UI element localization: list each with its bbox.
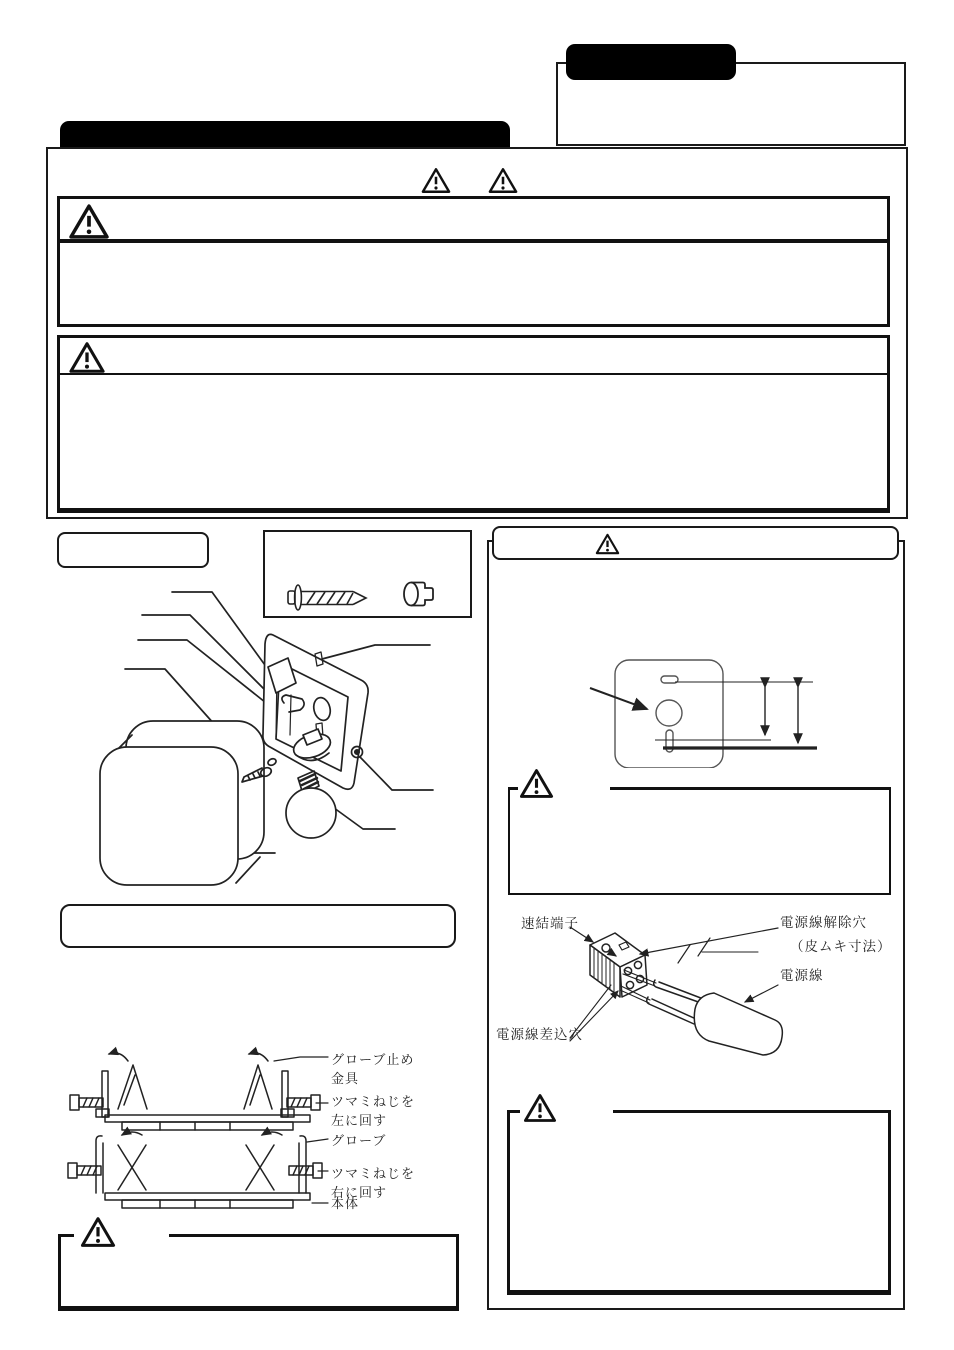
wiring-caution-box xyxy=(508,787,891,895)
label-globe: グローブ xyxy=(331,1134,387,1149)
label-insert-hole: 電源線差込穴 xyxy=(496,1027,583,1043)
label-strip-dimension: （皮ムキ寸法） xyxy=(790,939,892,955)
caution-box xyxy=(57,335,890,513)
installation-header-box xyxy=(492,526,899,560)
label-globe-stopper: グローブ止め 金具 xyxy=(331,1053,415,1087)
warning-icon xyxy=(68,341,106,374)
warning-icon xyxy=(80,1216,116,1248)
label-power-line: 電源線 xyxy=(780,968,824,984)
label-quick-terminal: 速結端子 xyxy=(521,916,579,932)
label-thumbscrew-left: ツマミねじを 左に回す xyxy=(331,1095,416,1129)
label-thumbscrew-right: ツマミねじを 右に回す xyxy=(331,1167,416,1201)
exploded-view-diagram xyxy=(60,585,490,900)
title-block xyxy=(566,44,736,80)
label-release-hole: 電源線解除穴 xyxy=(780,915,867,931)
warning-icon xyxy=(523,1093,557,1123)
parts-label-box xyxy=(57,532,209,568)
warning-box-header xyxy=(60,199,887,243)
globe-mounting-diagram xyxy=(60,1045,332,1217)
warning-icon xyxy=(519,768,554,799)
warning-icon xyxy=(595,533,620,555)
mounting-plate-diagram xyxy=(585,650,905,768)
caution-box-header xyxy=(60,338,887,375)
note-box xyxy=(60,904,456,948)
warning-icon xyxy=(488,167,518,194)
warning-icon xyxy=(68,203,110,240)
warning-box xyxy=(57,196,890,327)
label-body: 本体 xyxy=(331,1197,360,1212)
caution-note-box xyxy=(58,1234,459,1311)
connection-caution-box xyxy=(507,1110,891,1295)
warning-icon xyxy=(421,167,451,194)
